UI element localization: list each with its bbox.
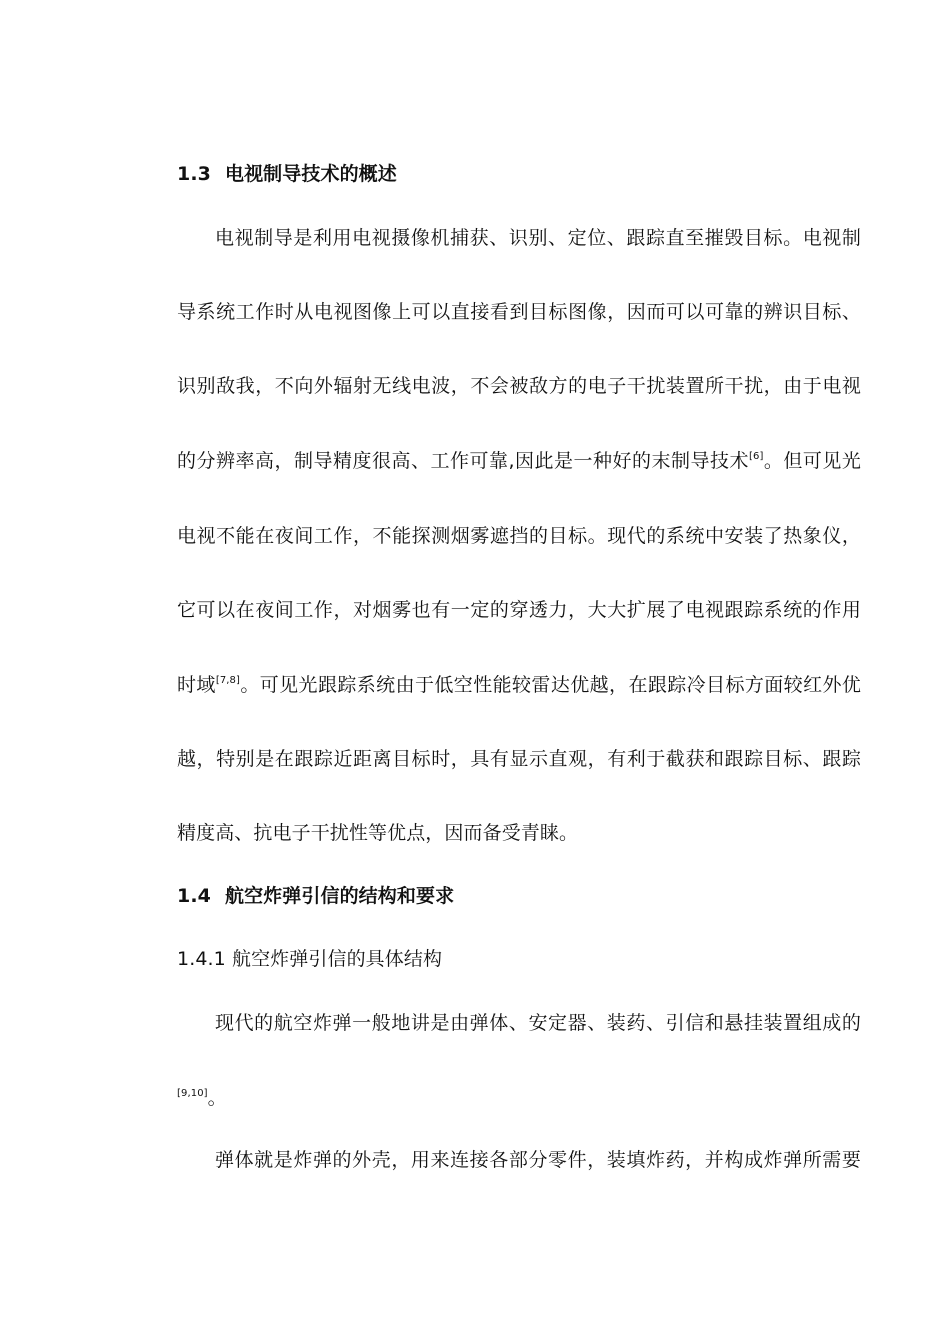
paragraph-line: 越，特别是在跟踪近距离目标时，具有显示直观，有利于截获和跟踪目标、跟踪 [177, 748, 861, 770]
paragraph-line: 导系统工作时从电视图像上可以直接看到目标图像，因而可以可靠的辨识目标、 [177, 301, 861, 323]
paragraph-line [177, 449, 861, 473]
citation-ref: [6] [749, 451, 764, 462]
paragraph-line [177, 1086, 861, 1110]
text-run: 时域 [177, 674, 216, 696]
subsection-heading-1-4-1: 1.4.1 航空炸弹引信的具体结构 [177, 948, 443, 970]
citation-ref: [7,8] [215, 675, 241, 686]
text-run: 的分辨率高，制导精度很高、工作可靠,因此是一种好的末制导技术 [177, 450, 750, 472]
citation-ref: [9,10] [177, 1088, 208, 1099]
paragraph-line: 精度高、抗电子干扰性等优点，因而备受青睐。 [177, 822, 579, 844]
section-number: 1.4 [177, 885, 211, 907]
paragraph-line [177, 673, 861, 697]
section-heading-1-3 [177, 162, 861, 186]
paragraph-line: 现代的航空炸弹一般地讲是由弹体、安定器、装药、引信和悬挂装置组成的 [215, 1012, 861, 1034]
text-run: 。但可见光 [763, 450, 861, 472]
text-run: 。可见光跟踪系统由于低空性能较雷达优越，在跟踪冷目标方面较红外优 [240, 674, 861, 696]
section-number: 1.3 [177, 163, 211, 185]
section-title: 航空炸弹引信的结构和要求 [224, 885, 455, 907]
paragraph-line: 它可以在夜间工作，对烟雾也有一定的穿透力，大大扩展了电视跟踪系统的作用 [177, 599, 861, 621]
paragraph-line: 识别敌我，不向外辐射无线电波，不会被敌方的电子干扰装置所干扰，由于电视 [177, 375, 861, 397]
paragraph-line: 弹体就是炸弹的外壳，用来连接各部分零件，装填炸药，并构成炸弹所需要 [215, 1149, 861, 1171]
text-run: 。 [207, 1087, 227, 1109]
section-title: 电视制导技术的概述 [224, 163, 397, 185]
paragraph-line: 电视制导是利用电视摄像机捕获、识别、定位、跟踪直至摧毁目标。电视制 [215, 227, 861, 249]
paragraph-line: 电视不能在夜间工作，不能探测烟雾遮挡的目标。现代的系统中安装了热象仪， [177, 525, 861, 547]
section-heading-1-4 [177, 884, 861, 908]
